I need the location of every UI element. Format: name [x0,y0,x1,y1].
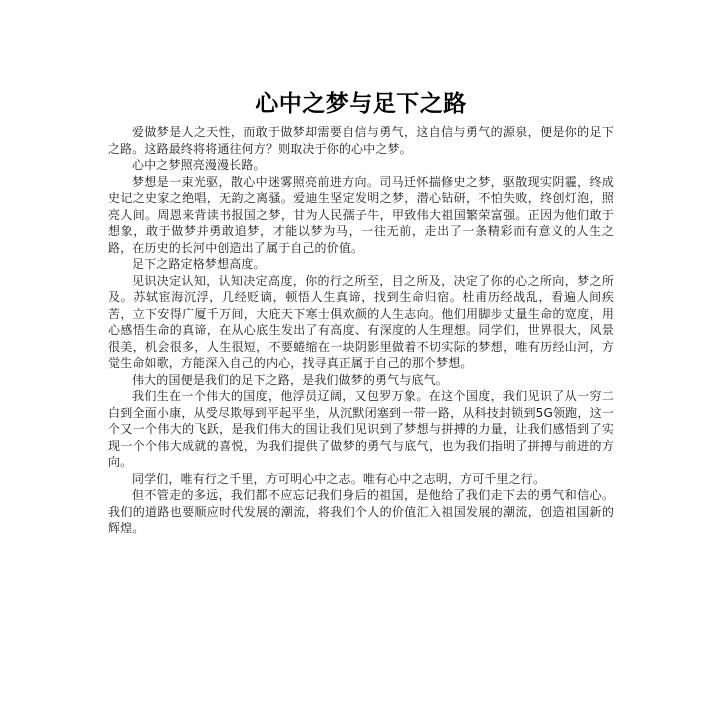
paragraph-heading-3: 伟大的国便是我们的足下之路，是我们做梦的勇气与底气。 [132,372,448,387]
paragraph-intro: 爱做梦是人之天性，而敢于做梦却需要自信与勇气，这自信与勇气的源泉，便是你的足下之路。这路最终将将通往何方？则取决于你的心中之梦。 [108,125,614,156]
paragraph-body-4: 同学们，唯有行之千里，方可明心中之志。唯有心中之志明，方可千里之行。 [132,471,546,486]
paragraph-body-2: 见识决定认知，认知决定高度，你的行之所至，目之所及，决定了你的心之所向，梦之所及。苏轼宦海沉浮，几经贬谪，顿悟人生真谛，找到生命归宿。杜甫历经战乱，看遍人间疾苦，立下安得广厦千万间，大庇天下寒士俱欢颜的人生志向。他们用脚步丈量生命的宽度，用心感悟生命的真谛，在从心底生发出了有高度、有深度的人生理想。同学们，世界很大，风景很美，机会很多，人生很短，不要蜷缩在一块阴影里做着不切实际的梦想，唯有历经山河，方觉生命如歌，方能深入自己的内心，找寻真正属于自己的那个梦想。 [108,273,614,370]
document-title: 心中之梦与足下之路 [255,91,467,117]
document-page [108,86,614,537]
paragraph-body-1: 梦想是一束光驱，散心中迷雾照亮前进方向。司马迁怀揣修史之梦，驱散现实阴霾，终成史记之史家之绝唱，无韵之离骚。爱迪生坚定发明之梦，潜心钻研，不怕失败，终创灯泡，照亮人间。周恩来背读书报国之梦，甘为人民孺子牛，甲致伟大祖国繁荣富强。正因为他们敢于想象，敢于做梦并勇敢追梦，才能以梦为马，一往无前，走出了一条精彩而有意义的人生之路，在历史的长河中创造出了属于自己的价值。 [108,174,614,255]
paragraph-heading-1: 心中之梦照亮漫漫长路。 [132,158,266,172]
paragraph-conclusion: 但不管走的多远，我们都不应忘记我们身后的祖国，是他给了我们走下去的勇气和信心。我们的道路也要顺应时代发展的潮流，将我们个人的价值汇入祖国发展的潮流，创造祖国新的辉煌。 [108,488,614,535]
paragraph-body-3: 我们生在一个伟大的国度，他浮员辽阔，又包罗万象。在这个国度，我们见识了从一穷二白到全面小康，从受尽欺辱到平起平坐，从沉默闭塞到一带一路，从科技封锁到5G领跑，这一个又一个伟大的飞跃，是我们伟大的国让我们见识到了梦想与拼搏的力量，让我们感悟到了实现一个个伟大成就的喜悦，为我们提供了做梦的勇气与底气，也为我们指明了拼搏与前进的方向。 [108,389,614,469]
paragraph-heading-2: 足下之路定格梦想高度。 [132,257,266,271]
